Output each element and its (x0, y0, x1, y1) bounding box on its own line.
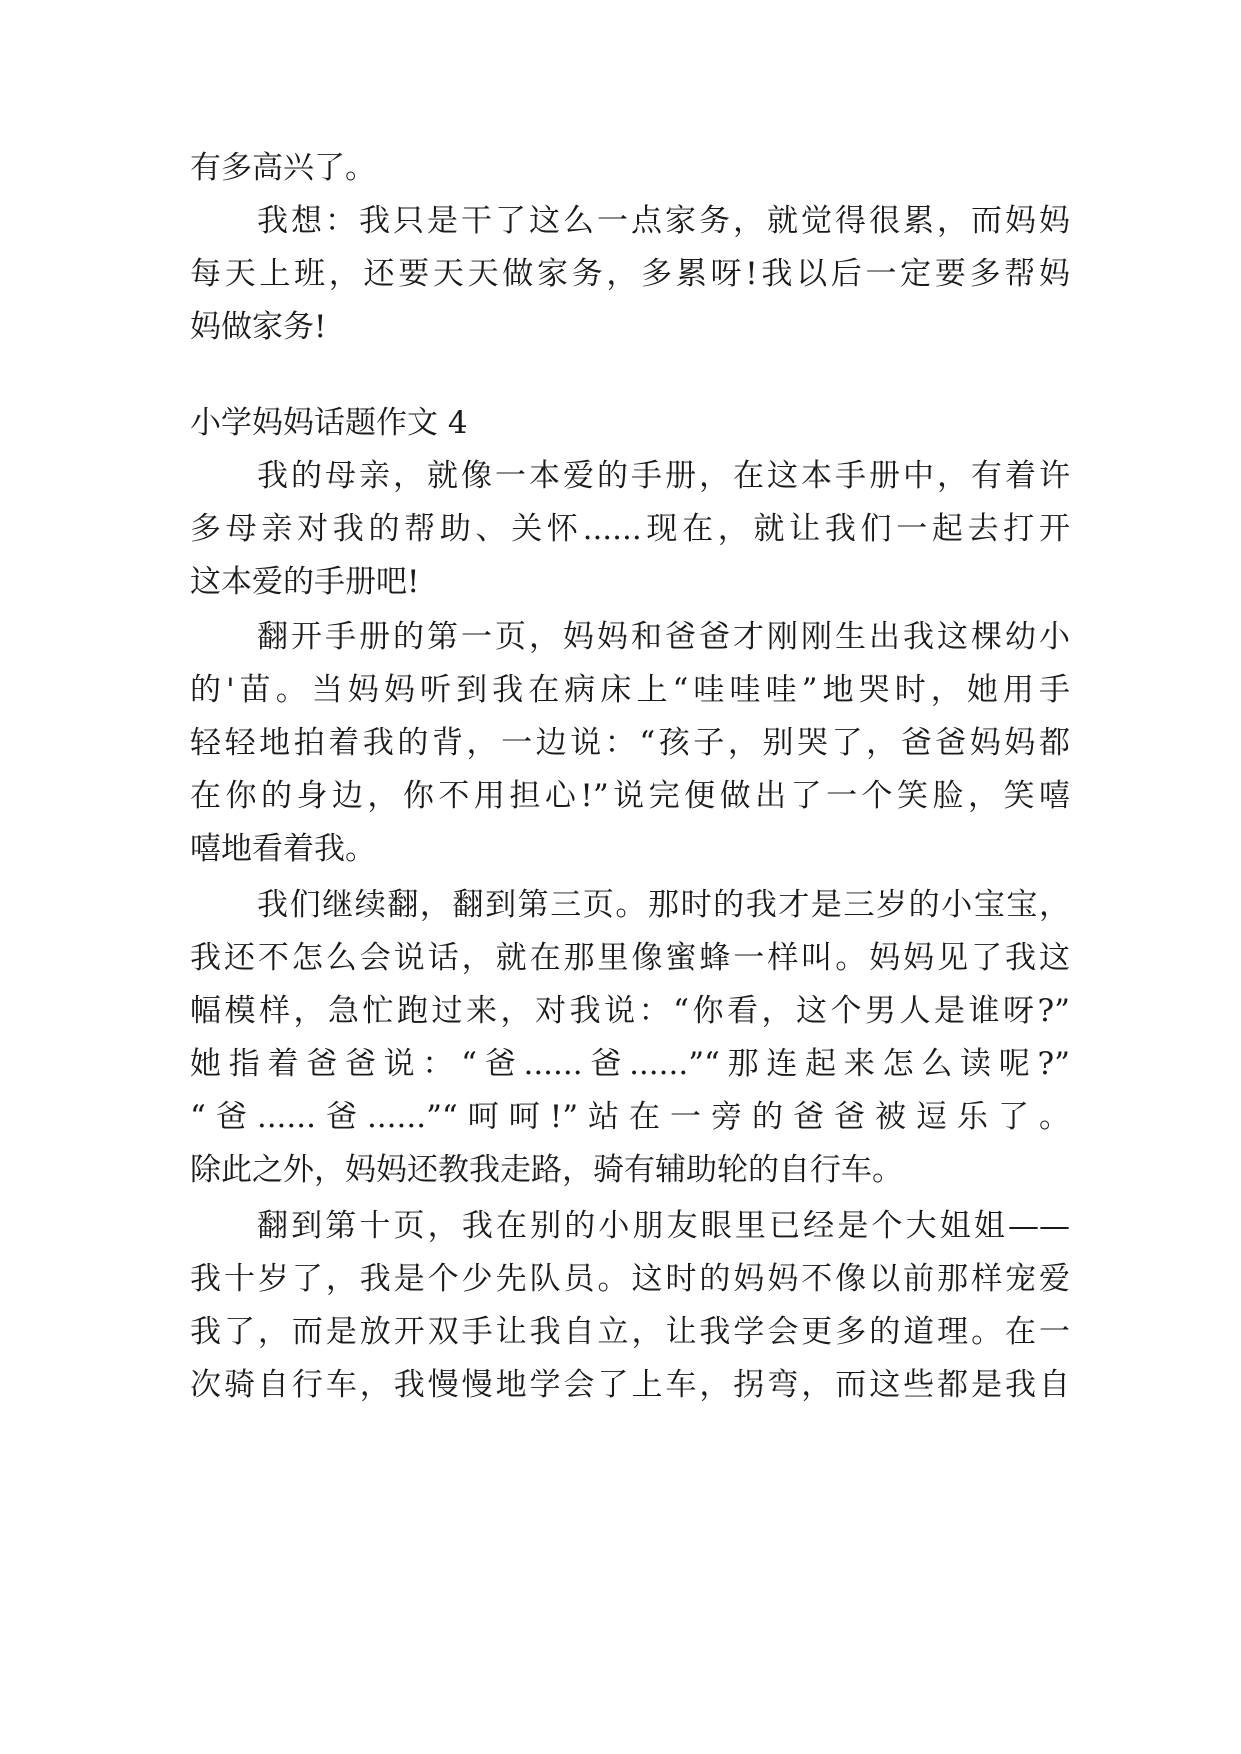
paragraph-line: 我十岁了，我是个少先队员。这时的妈妈不像以前那样宠爱 (190, 1261, 1070, 1297)
paragraph-line: 轻轻地拍着我的背，一边说：“孩子，别哭了，爸爸妈妈都 (190, 725, 1070, 761)
paragraph-line: 翻到第十页，我在别的小朋友眼里已经是个大姐姐—— (257, 1208, 1070, 1244)
paragraph-line: 妈做家务! (190, 309, 327, 345)
paragraph-line: 除此之外，妈妈还教我走路，骑有辅助轮的自行车。 (190, 1152, 903, 1188)
paragraph-line: 有多高兴了。 (190, 150, 376, 186)
paragraph-line: 我了，而是放开双手让我自立，让我学会更多的道理。在一 (190, 1314, 1070, 1350)
paragraph-line: 我们继续翻，翻到第三页。那时的我才是三岁的小宝宝， (257, 887, 1070, 923)
paragraph-line: 嘻地看着我。 (190, 831, 376, 867)
paragraph-line: 每天上班，还要天天做家务，多累呀!我以后一定要多帮妈 (190, 256, 1070, 292)
paragraph-line: 她指着爸爸说：“爸......爸......”“那连起来怎么读呢?” (190, 1046, 1070, 1082)
paragraph-line: 我想：我只是干了这么一点家务，就觉得很累，而妈妈 (257, 203, 1070, 239)
paragraph-line: 次骑自行车，我慢慢地学会了上车，拐弯，而这些都是我自 (190, 1367, 1070, 1403)
paragraph-line: 的'苗。当妈妈听到我在病床上“哇哇哇”地哭时，她用手 (190, 672, 1070, 708)
paragraph-line: 翻开手册的第一页，妈妈和爸爸才刚刚生出我这棵幼小 (257, 619, 1070, 655)
paragraph-line: “爸......爸......”“呵呵!”站在一旁的爸爸被逗乐了。 (190, 1099, 1070, 1135)
paragraph-line: 幅模样，急忙跑过来，对我说：“你看，这个男人是谁呀?” (190, 993, 1070, 1029)
paragraph-line: 多母亲对我的帮助、关怀......现在，就让我们一起去打开 (190, 511, 1070, 547)
paragraph-line: 这本爱的手册吧! (190, 564, 420, 600)
paragraph-line: 在你的身边，你不用担心!”说完便做出了一个笑脸，笑嘻 (190, 778, 1070, 814)
paragraph-line: 我还不怎么会说话，就在那里像蜜蜂一样叫。妈妈见了我这 (190, 940, 1070, 976)
section-heading: 小学妈妈话题作文 4 (190, 405, 468, 441)
paragraph-line: 我的母亲，就像一本爱的手册，在这本手册中，有着许 (257, 458, 1070, 494)
